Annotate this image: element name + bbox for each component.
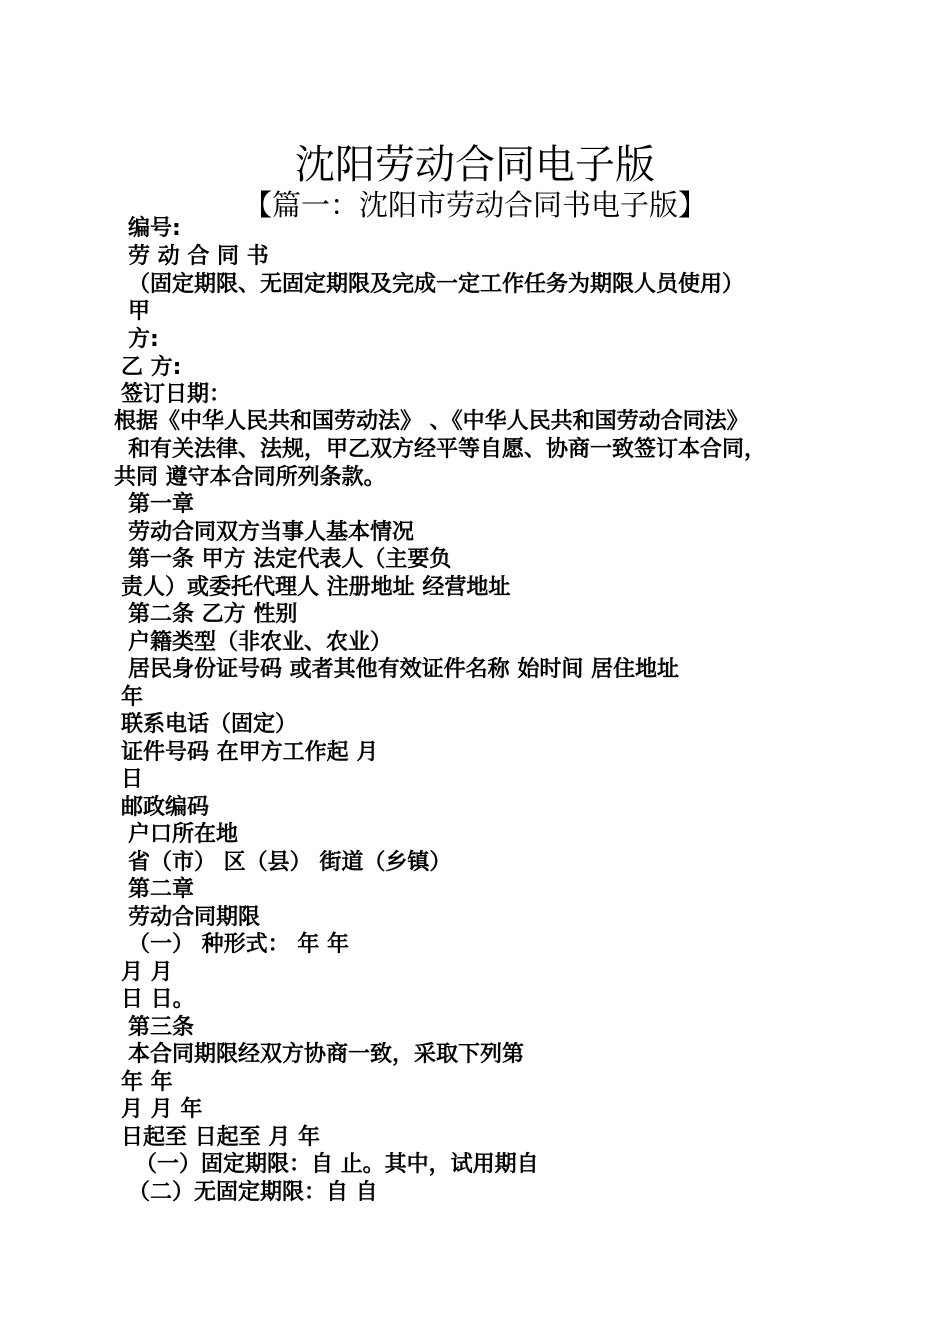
registered-residence-line: 户口所在地 [128,822,239,847]
chapter-2-title: 劳动合同期限 [128,905,261,930]
preamble-line-3: 共同 遵守本合同所列条款。 [114,465,386,490]
day-period-fragment: 日 日。 [121,987,195,1012]
day-fragment: 日 [121,767,144,792]
year-year-fragment: 年 年 [121,1070,173,1095]
chapter-1-title: 劳动合同双方当事人基本情况 [128,520,415,545]
party-b-label: 乙 方: [121,355,182,380]
address-fields-line: 省（市） 区（县） 街道（乡镇） [128,850,452,875]
postal-code-line: 邮政编码 [121,795,210,820]
month-month-year-fragment: 月 月 年 [121,1097,203,1122]
month-fragment: 月 月 [121,960,173,985]
year-fragment: 年 [121,685,144,710]
article-3-heading: 第三条 [128,1015,195,1040]
preamble-line-2: 和有关法律、法规，甲乙双方经平等自愿、协商一致签订本合同， [128,437,767,462]
party-a-label-part2: 方: [128,327,159,352]
article-1-line-1: 第一条 甲方 法定代表人（主要负 [128,547,452,572]
id-number-line: 居民身份证号码 或者其他有效证件名称 始时间 居住地址 [128,657,679,682]
contract-heading: 劳 动 合 同 书 [128,244,269,269]
contract-number-label: 编号: [128,216,181,241]
phone-line: 联系电话（固定） [121,712,298,737]
date-range-fragment: 日起至 日起至 月 年 [121,1125,320,1150]
household-type-line: 户籍类型（非农业、农业） [128,630,393,655]
usage-scope-note: （固定期限、无固定期限及完成一定工作任务为期限人员使用） [128,272,745,297]
article-1-line-2: 责人）或委托代理人 注册地址 经营地址 [121,575,511,600]
document-title: 沈阳劳动合同电子版 [295,141,655,188]
document-subtitle: 【篇一：沈阳市劳动合同书电子版】 [242,188,707,223]
article-3-text: 本合同期限经双方协商一致，采取下列第 [128,1042,525,1067]
chapter-1-heading: 第一章 [128,492,195,517]
article-2-line-1: 第二条 乙方 性别 [128,602,298,627]
chapter-2-heading: 第二章 [128,877,195,902]
signing-date-label: 签订日期： [121,382,232,407]
term-form-line: （一） 种形式： 年 年 [128,932,349,957]
open-ended-term-clause: （二）无固定期限：自 自 [128,1180,378,1205]
party-a-label-part1: 甲 [128,299,151,324]
preamble-line-1: 根据《中华人民共和国劳动法》 、《中华人民共和国劳动合同法》 [114,409,749,434]
fixed-term-clause: （一）固定期限：自 止。其中，试用期自 [135,1152,539,1177]
certificate-number-line: 证件号码 在甲方工作起 月 [121,740,379,765]
